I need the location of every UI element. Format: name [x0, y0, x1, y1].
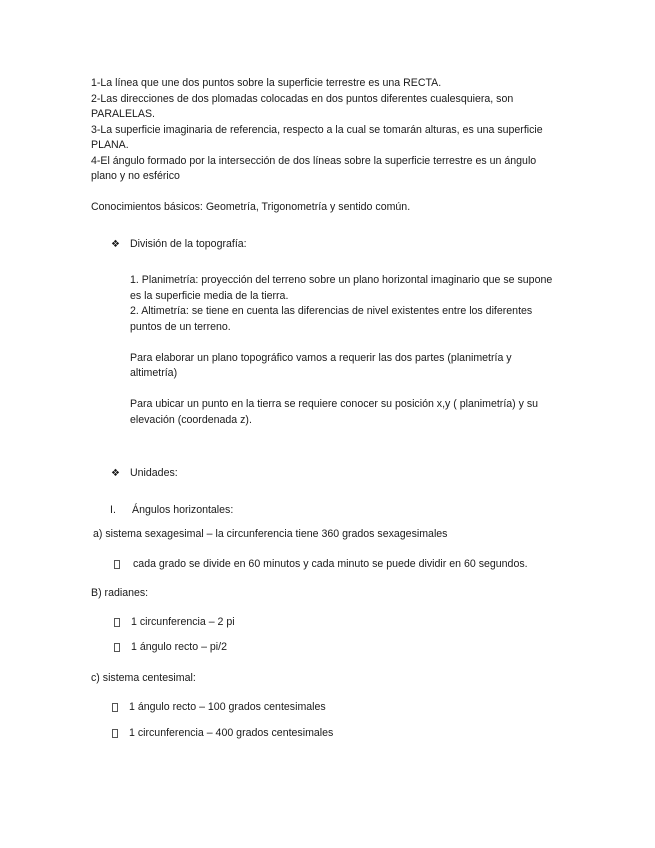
conocimientos-line: Conocimientos básicos: Geometría, Trigonometría y sentido común.	[91, 201, 411, 213]
radianes-item-2: 1 ángulo recto – pi/2	[131, 641, 228, 653]
missing-glyph-bullet-icon	[114, 618, 120, 627]
diamond-bullet-icon: ❖	[111, 468, 120, 479]
intro-line-4b: plano y no esférico	[91, 170, 180, 182]
missing-glyph-bullet-icon	[114, 643, 120, 652]
roman-numeral: I.	[110, 504, 116, 516]
division-item-2: 2. Altimetría: se tiene en cuenta las diferencias de nivel existentes entre los diferentes	[130, 305, 533, 317]
missing-glyph-bullet-icon	[112, 729, 118, 738]
division-para-2b: elevación (coordenada z).	[130, 414, 252, 426]
division-para-1b: altimetría)	[130, 367, 178, 379]
missing-glyph-bullet-icon	[114, 560, 120, 569]
division-item-1b: es la superficie media de la tierra.	[130, 290, 289, 302]
sexagesimal-line: a) sistema sexagesimal – la circunferencia tiene 360 grados sexagesimales	[93, 528, 448, 540]
missing-glyph-bullet-icon	[112, 703, 118, 712]
division-para-1: Para elaborar un plano topográfico vamos a requerir las dos partes (planimetría y	[130, 352, 512, 364]
sexagesimal-item: cada grado se divide en 60 minutos y cada minuto se puede dividir en 60 segundos.	[133, 558, 528, 570]
intro-line-2: 2-Las direcciones de dos plomadas colocadas en dos puntos diferentes cualesquiera, son	[91, 93, 514, 105]
division-item-2b: puntos de un terreno.	[130, 321, 231, 333]
division-heading: División de la topografía:	[130, 238, 247, 250]
angulos-heading: Ángulos horizontales:	[132, 504, 234, 516]
radianes-item-1: 1 circunferencia – 2 pi	[131, 616, 235, 628]
intro-line-3b: PLANA.	[91, 139, 129, 151]
division-item-1: 1. Planimetría: proyección del terreno sobre un plano horizontal imaginario que se supone	[130, 274, 553, 286]
centesimal-item-1: 1 ángulo recto – 100 grados centesimales	[129, 701, 326, 713]
intro-line-2b: PARALELAS.	[91, 108, 155, 120]
division-para-2: Para ubicar un punto en la tierra se requiere conocer su posición x,y ( planimetría) y su	[130, 398, 539, 410]
intro-line-4: 4-El ángulo formado por la intersección de dos líneas sobre la superficie terrestre es un ángulo	[91, 155, 537, 167]
diamond-bullet-icon: ❖	[111, 239, 120, 250]
centesimal-line: c) sistema centesimal:	[91, 672, 196, 684]
centesimal-item-2: 1 circunferencia – 400 grados centesimales	[129, 727, 334, 739]
intro-line-3: 3-La superficie imaginaria de referencia, respecto a la cual se tomarán alturas, es una superficie	[91, 124, 543, 136]
intro-line-1: 1-La línea que une dos puntos sobre la superficie terrestre es una RECTA.	[91, 77, 442, 89]
radianes-line: B) radianes:	[91, 587, 149, 599]
unidades-heading: Unidades:	[130, 467, 178, 479]
